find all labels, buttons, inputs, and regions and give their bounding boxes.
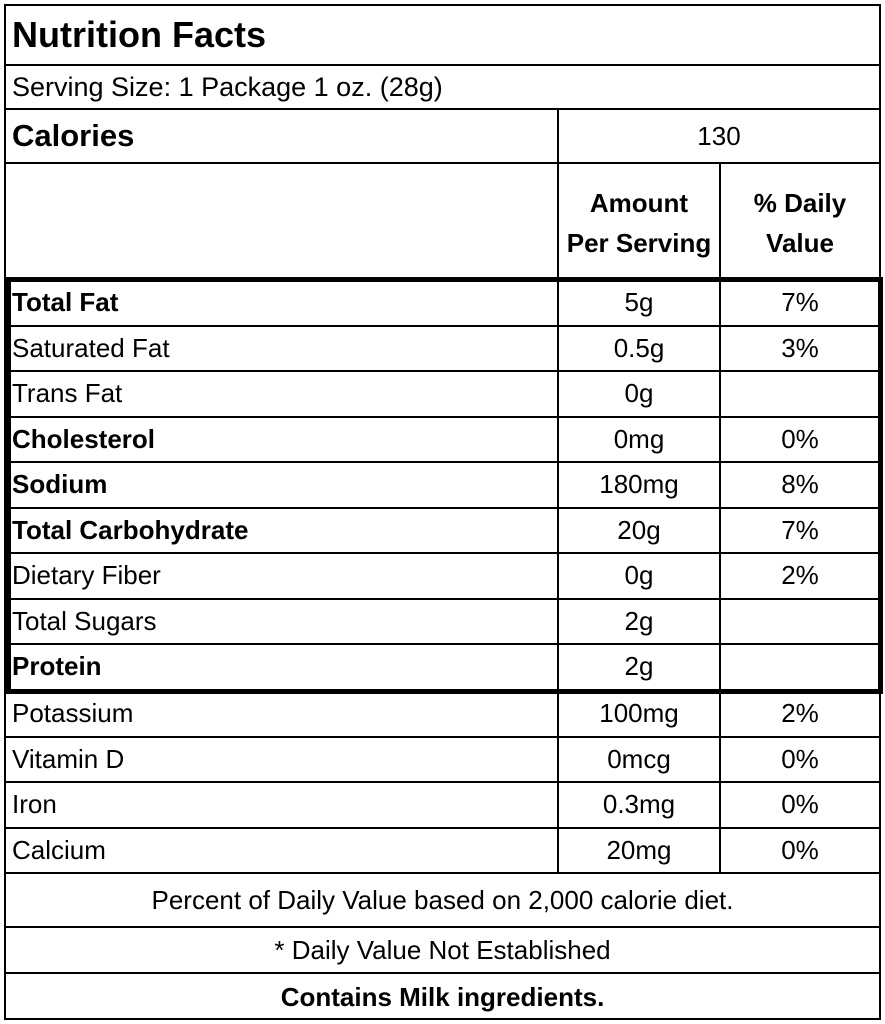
daily-value-basis-row [6, 874, 879, 928]
not-established-row [6, 928, 879, 974]
daily-value-basis: Percent of Daily Value based on 2,000 calorie diet. [151, 884, 734, 915]
serving-size: Serving Size: 1 Package 1 oz. (28g) [12, 71, 443, 102]
nutrient-amount: 0g [557, 554, 719, 598]
nutrition-facts-panel [4, 4, 881, 1020]
calories-label: Calories [12, 118, 135, 153]
nutrient-amount: 100mg [557, 692, 719, 736]
nutrient-daily-value: 2% [719, 692, 879, 736]
nutrient-amount: 0mg [557, 418, 719, 462]
allergen-statement: Contains Milk ingredients. [280, 981, 605, 1012]
nutrient-amount: 2g [557, 645, 719, 689]
title-row [6, 6, 879, 66]
nutrient-name: Total Sugars [12, 605, 157, 636]
not-established-note: * Daily Value Not Established [274, 934, 611, 965]
serving-size-row [6, 66, 879, 110]
table-row [6, 692, 879, 738]
nutrient-daily-value: 0% [719, 783, 879, 827]
allergen-row [6, 974, 879, 1020]
nutrient-name: Vitamin D [12, 743, 125, 774]
nutrient-daily-value: 2% [719, 554, 879, 598]
nutrient-name: Saturated Fat [12, 332, 170, 363]
nutrient-name: Total Carbohydrate [12, 514, 249, 545]
nutrient-name: Potassium [12, 698, 134, 729]
nutrient-daily-value: 7% [719, 281, 879, 325]
nutrient-name: Cholesterol [12, 423, 156, 454]
nutrient-amount: 2g [557, 600, 719, 644]
nutrient-amount: 5g [557, 281, 719, 325]
nutrient-name: Sodium [12, 469, 108, 500]
table-row [6, 372, 879, 418]
table-row [6, 463, 879, 509]
nutrient-daily-value [719, 600, 879, 644]
table-row [6, 829, 879, 875]
nutrient-name: Trans Fat [12, 378, 123, 409]
header-dv-line2: Value [766, 227, 834, 258]
nutrient-daily-value: 0% [719, 738, 879, 782]
nutrient-amount: 0mcg [557, 738, 719, 782]
nutrient-name: Total Fat [12, 287, 119, 318]
table-row [6, 600, 879, 646]
table-row [6, 738, 879, 784]
nutrient-daily-value [719, 372, 879, 416]
nutrient-amount: 20mg [557, 829, 719, 873]
header-daily-value [719, 164, 879, 281]
nutrient-amount: 20g [557, 509, 719, 553]
table-row [6, 418, 879, 464]
nutrient-name: Calcium [12, 834, 106, 865]
nutrient-name: Iron [12, 789, 57, 820]
header-amount [557, 164, 719, 281]
calories-value: 130 [557, 110, 879, 162]
header-amount-line1: Amount [589, 187, 689, 218]
nutrient-amount: 180mg [557, 463, 719, 507]
table-row [6, 783, 879, 829]
nutrient-amount: 0.5g [557, 327, 719, 371]
nutrient-daily-value: 3% [719, 327, 879, 371]
nutrient-daily-value: 7% [719, 509, 879, 553]
nutrient-amount: 0g [557, 372, 719, 416]
table-row [6, 281, 879, 327]
table-row [6, 645, 879, 691]
nutrient-name: Dietary Fiber [12, 560, 161, 591]
nutrient-name: Protein [12, 651, 102, 682]
header-dv-line1: % Daily [753, 187, 847, 218]
column-header-row [6, 164, 879, 281]
calories-row [6, 110, 879, 164]
nutrient-daily-value: 8% [719, 463, 879, 507]
nutrient-daily-value [719, 645, 879, 689]
nutrient-daily-value: 0% [719, 829, 879, 873]
nutrient-amount: 0.3mg [557, 783, 719, 827]
nutrient-daily-value: 0% [719, 418, 879, 462]
header-amount-line2: Per Serving [566, 227, 712, 258]
table-row [6, 509, 879, 555]
panel-title: Nutrition Facts [12, 14, 267, 55]
table-row [6, 554, 879, 600]
table-row [6, 327, 879, 373]
header-blank [6, 164, 557, 281]
